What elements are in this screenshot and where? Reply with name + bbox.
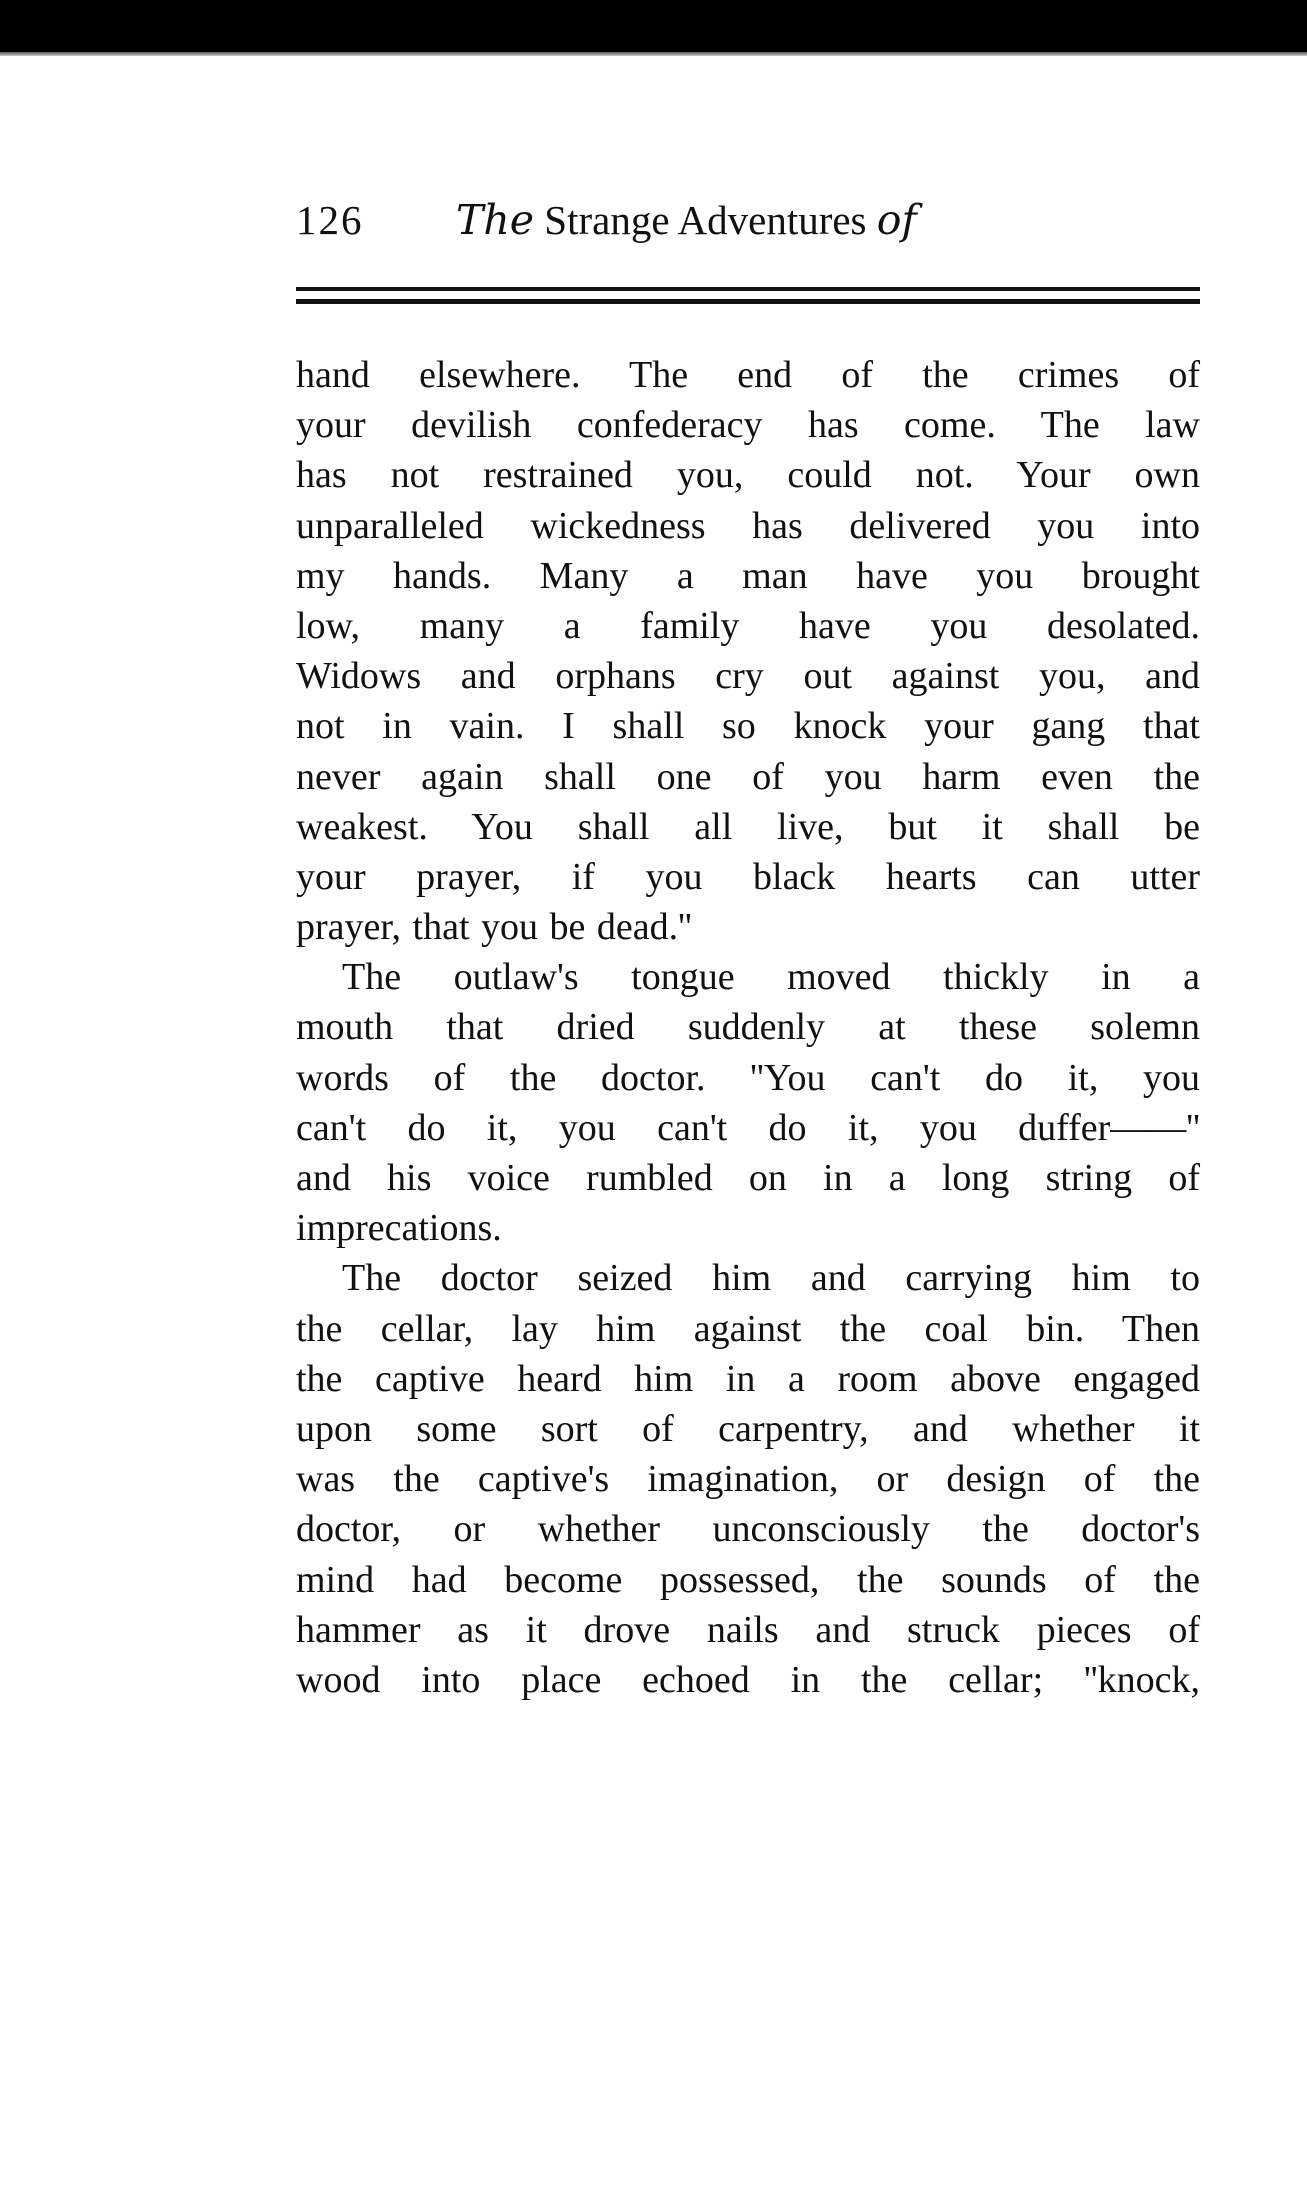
text-line: hand elsewhere. The end of the crimes of <box>296 354 1200 396</box>
text-line: mind had become possessed, the sounds of the <box>296 1558 1200 1601</box>
text-line: hammer as it drove nails and struck pieces of <box>296 1608 1200 1651</box>
text-line: the cellar, lay him against the coal bin. Then <box>296 1307 1200 1350</box>
text-line: Widows and orphans cry out against you, and <box>296 655 1200 698</box>
text-line: mouth that dried suddenly at these solemn <box>296 1006 1200 1049</box>
text-line: words of the doctor. ''You can't do it, you <box>296 1056 1200 1099</box>
text-line: not in vain. I shall so knock your gang that <box>296 705 1200 748</box>
text-line: never again shall one of you harm even the <box>296 755 1200 798</box>
running-header <box>296 196 1200 256</box>
text-line: can't do it, you can't do it, you duffer——'' <box>296 1106 1200 1149</box>
title-main: Strange Adventures <box>544 197 867 243</box>
header-rule-bottom <box>296 299 1200 304</box>
text-line: prayer, that you be dead.'' <box>296 906 692 949</box>
text-line: my hands. Many a man have you brought <box>296 554 1200 597</box>
header-rule-top <box>296 287 1200 291</box>
text-line: your prayer, if you black hearts can utter <box>296 855 1200 898</box>
text-line: weakest. You shall all live, but it shall be <box>296 805 1200 848</box>
running-title <box>456 196 917 244</box>
text-line: The outlaw's tongue moved thickly in a <box>342 956 1200 999</box>
page-number: 126 <box>296 197 364 243</box>
text-line: your devilish confederacy has come. The law <box>296 404 1200 447</box>
text-line: wood into place echoed in the cellar; ''knock, <box>296 1658 1200 1701</box>
text-line: unparalleled wickedness has delivered you into <box>296 504 1200 547</box>
text-line: has not restrained you, could not. Your own <box>296 454 1200 497</box>
text-line: doctor, or whether unconsciously the doctor's <box>296 1508 1200 1551</box>
text-line: upon some sort of carpentry, and whether it <box>296 1407 1200 1450</box>
text-line: low, many a family have you desolated. <box>296 604 1200 647</box>
page-body-text <box>296 350 1200 1705</box>
text-line: and his voice rumbled on in a long string of <box>296 1157 1200 1199</box>
text-line: imprecations. <box>296 1207 502 1250</box>
text-line: the captive heard him in a room above engaged <box>296 1357 1200 1400</box>
title-italic: The <box>456 196 535 244</box>
text-line: was the captive's imagination, or design of the <box>296 1458 1200 1501</box>
scan-border-edge <box>0 52 1307 56</box>
text-line: The doctor seized him and carrying him to <box>342 1257 1200 1300</box>
scan-top-border <box>0 0 1307 52</box>
title-of: of <box>876 196 917 244</box>
